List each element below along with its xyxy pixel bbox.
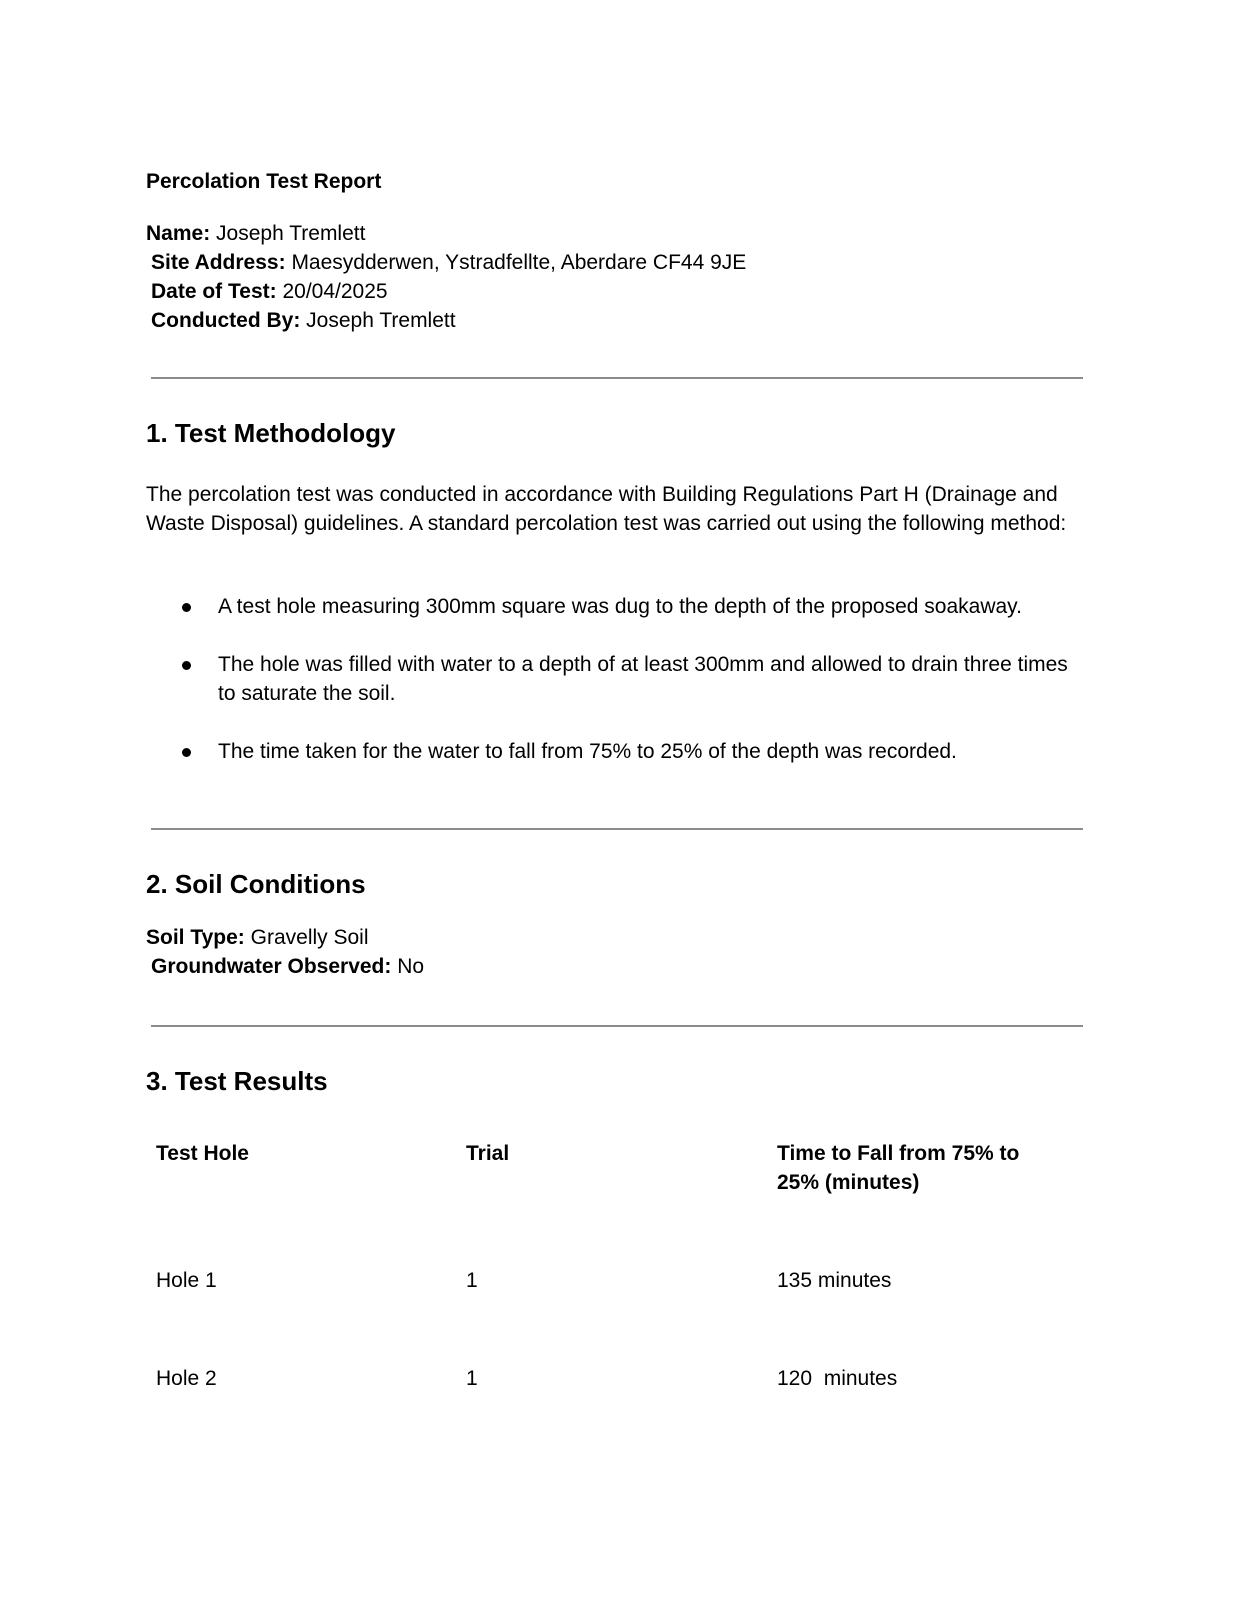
soil-heading: 2. Soil Conditions (146, 869, 366, 899)
soil-type-line (146, 926, 369, 950)
table-header-trial: Trial (466, 1142, 510, 1165)
bullet-text: The time taken for the water to fall from 75% to 25% of the depth was recorded. (218, 740, 957, 763)
meta-site-value: Maesydderwen, Ystradfellte, Aberdare CF44 9JE (291, 251, 747, 274)
divider-2 (151, 828, 1083, 830)
meta-date-value: 20/04/2025 (282, 280, 388, 303)
divider-1 (151, 377, 1083, 379)
list-item (146, 737, 1086, 766)
meta-conducted-line (151, 309, 456, 333)
meta-date-label: Date of Test: (151, 280, 277, 303)
groundwater-value: No (397, 955, 425, 978)
report-title: Percolation Test Report (146, 170, 382, 193)
table-header-time: Time to Fall from 75% to 25% (minutes) (777, 1142, 1020, 1194)
meta-name-line (146, 222, 365, 246)
meta-conducted-value: Joseph Tremlett (306, 309, 456, 332)
list-item (146, 592, 1086, 621)
table-header-test-hole: Test Hole (156, 1142, 249, 1165)
meta-name-label: Name: (146, 222, 211, 245)
groundwater-label: Groundwater Observed: (151, 955, 392, 978)
table-cell-time-1: 135 minutes (777, 1269, 892, 1292)
meta-name-value: Joseph Tremlett (216, 222, 366, 245)
bullet-icon (182, 748, 191, 757)
bullet-icon (182, 603, 191, 612)
results-heading: 3. Test Results (146, 1066, 328, 1096)
bullet-text: A test hole measuring 300mm square was dug to the depth of the proposed soakaway. (218, 595, 1022, 618)
soil-type-label: Soil Type: (146, 926, 245, 949)
list-item (146, 650, 1086, 708)
table-cell-time-2: 120 minutes (777, 1367, 898, 1390)
soil-type-value: Gravelly Soil (250, 926, 369, 949)
divider-3 (151, 1025, 1083, 1027)
meta-date-line (151, 280, 388, 304)
table-cell-hole-1: Hole 1 (156, 1269, 217, 1292)
methodology-heading: 1. Test Methodology (146, 418, 396, 448)
groundwater-line (151, 955, 424, 979)
meta-site-label: Site Address: (151, 251, 286, 274)
table-cell-trial-2: 1 (466, 1367, 478, 1390)
meta-site-line (151, 251, 746, 275)
methodology-bullet-list (146, 592, 1086, 795)
bullet-text: The hole was filled with water to a depth of at least 300mm and allowed to drain three times to saturate the soil. (218, 653, 1068, 705)
bullet-icon (182, 661, 191, 670)
table-cell-trial-1: 1 (466, 1269, 478, 1292)
methodology-paragraph: The percolation test was conducted in accordance with Building Regulations Part H (Drainage and Waste Disposal) guidelines. A standard percolation test was carried out using the following method: (146, 483, 1067, 535)
meta-conducted-label: Conducted By: (151, 309, 301, 332)
table-cell-hole-2: Hole 2 (156, 1367, 217, 1390)
